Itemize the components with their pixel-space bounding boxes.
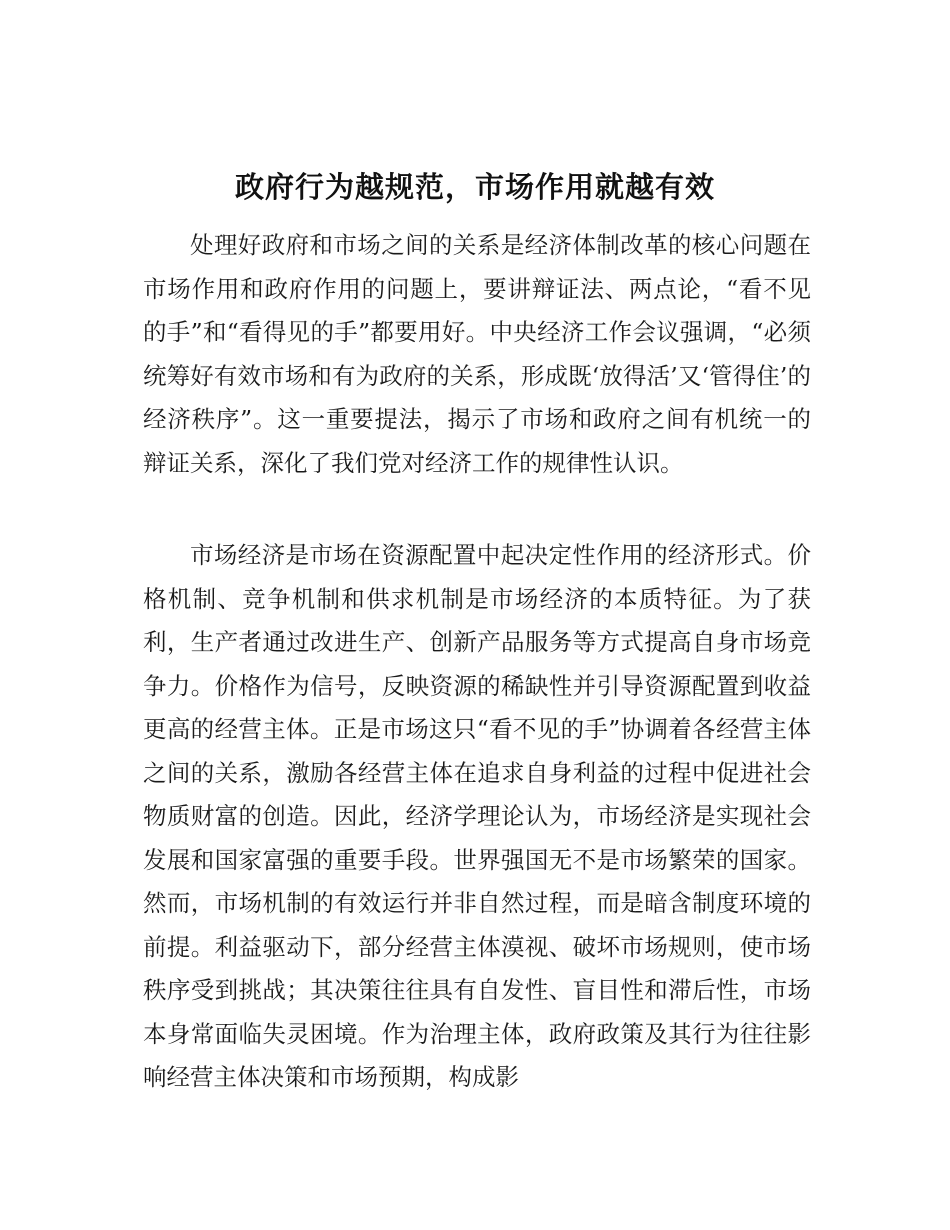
paragraph-1: 处理好政府和市场之间的关系是经济体制改革的核心问题在市场作用和政府作用的问题上，要讲辩证法、两点论，“看不见的手”和“看得见的手”都要用好。中央经济工作会议强调，“必须统筹好有效市场和有为政府的关系，形成既‘放得活’又‘管得住’的经济秩序”。这一重要提法，揭示了市场和政府之间有机统一的辩证关系，深化了我们党对经济工作的规律性认识。 (143, 231, 811, 477)
paragraph-2: 市场经济是市场在资源配置中起决定性作用的经济形式。价格机制、竞争机制和供求机制是市场经济的本质特征。为了获利，生产者通过改进生产、创新产品服务等方式提高自身市场竞争力。价格作为信号，反映资源的稀缺性并引导资源配置到收益更高的经营主体。正是市场这只“看不见的手”协调着各经营主体之间的关系，激励各经营主体在追求自身利益的过程中促进社会物质财富的创造。因此，经济学理论认为，市场经济是实现社会发展和国家富强的重要手段。世界强国无不是市场繁荣的国家。然而，市场机制的有效运行并非自然过程，而是暗含制度环境的前提。利益驱动下，部分经营主体漠视、破坏市场规则，使市场秩序受到挑战；其决策往往具有自发性、盲目性和滞后性，市场本身常面临失灵困境。作为治理主体，政府政策及其行为往往影响经营主体决策和市场预期，构成影 (143, 541, 811, 1091)
document-title: 政府行为越规范，市场作用就越有效 (234, 170, 715, 204)
